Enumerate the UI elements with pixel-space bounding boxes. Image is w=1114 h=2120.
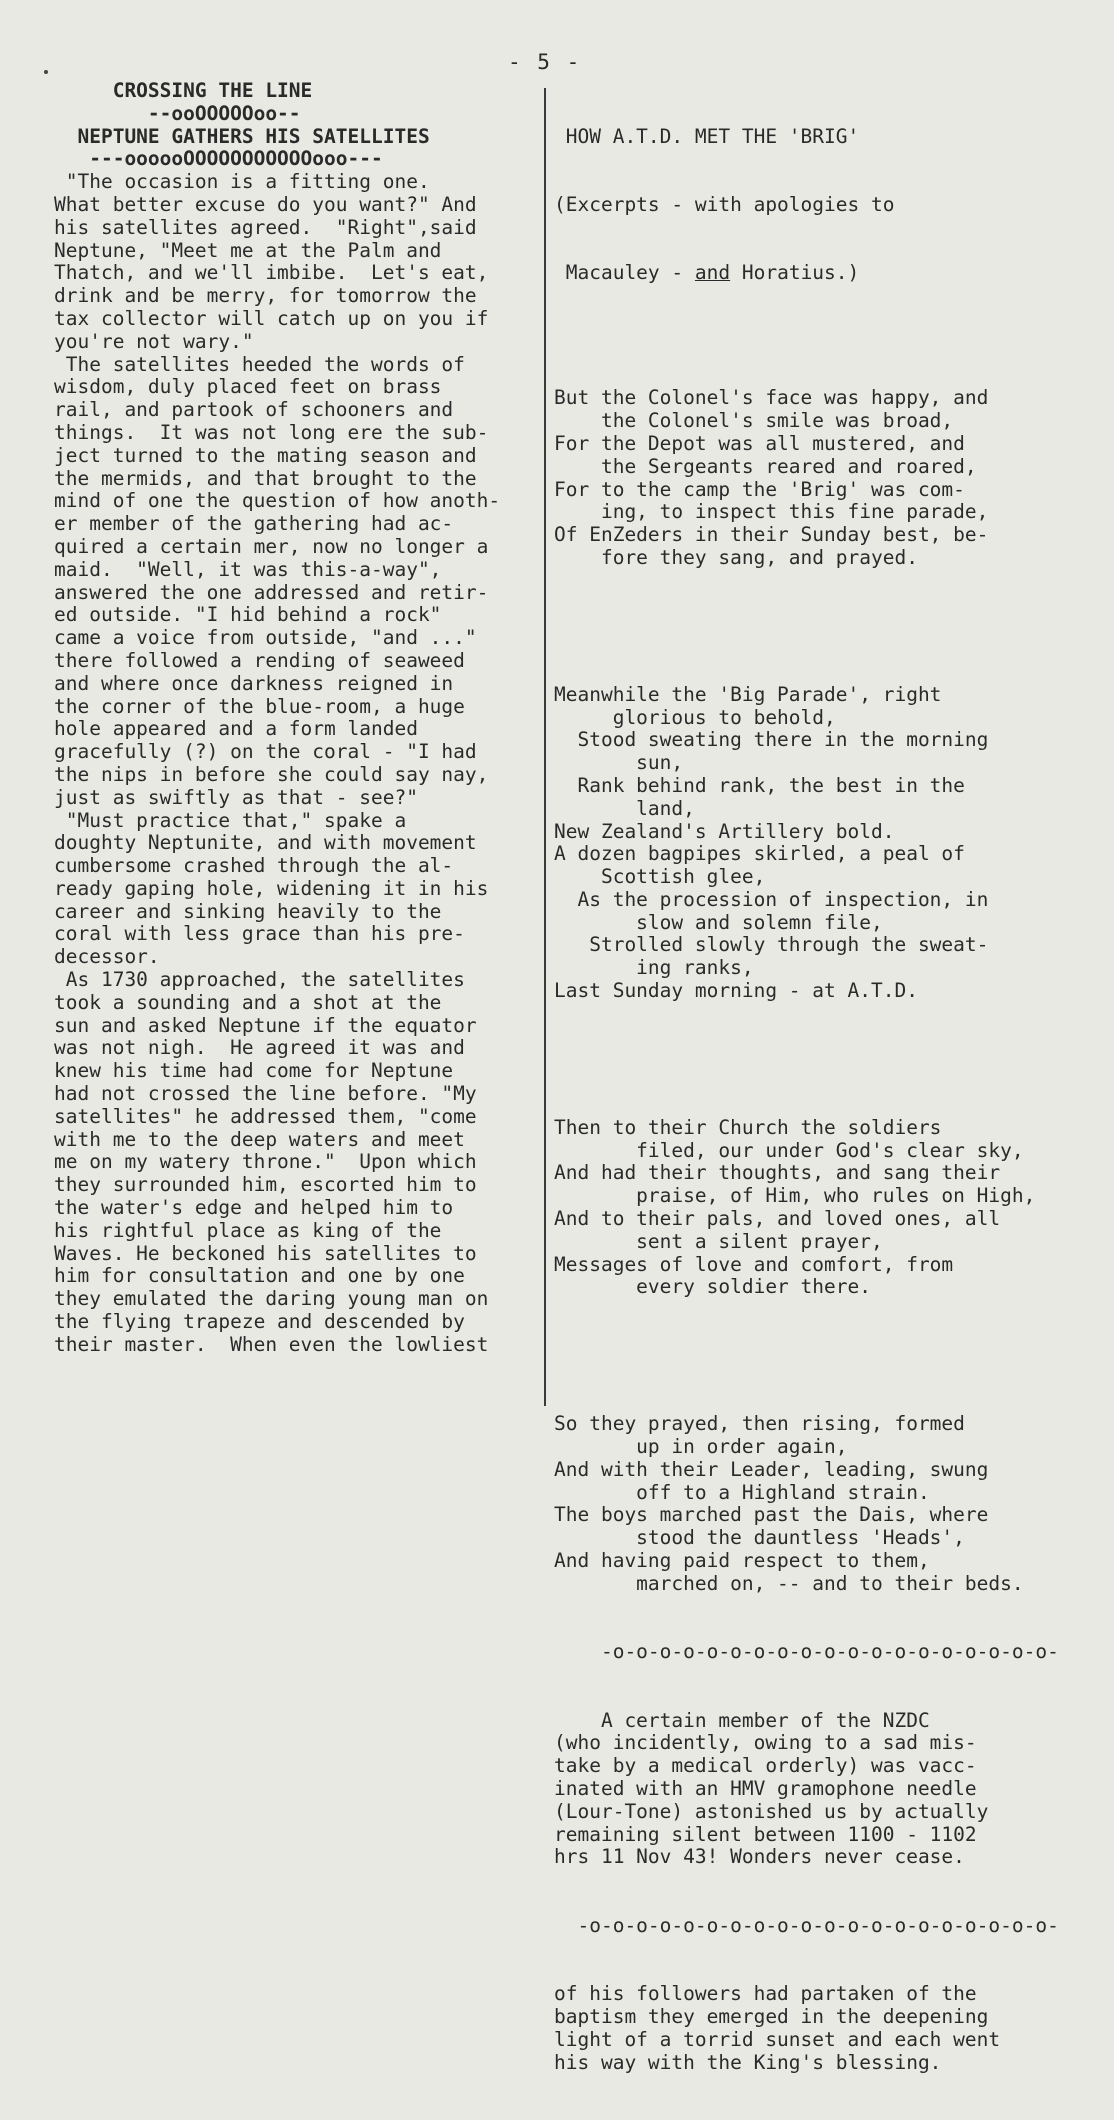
article-line: mind of one the question of how anoth- [54, 489, 501, 513]
article-line: rail, and partook of schooners and [54, 398, 454, 422]
article-line: NEPTUNE GATHERS HIS SATELLITES [54, 124, 430, 148]
article-line: "The occasion is a fitting one. [54, 170, 430, 194]
article-line: career and sinking heavily to the [54, 899, 442, 923]
poem-title-underlined: and [694, 261, 731, 285]
continuation-line: of his followers had partaken of the [554, 1982, 977, 2006]
stanza-1 [554, 387, 1094, 569]
stanza-3-line: And to their pals, and loved ones, all [554, 1207, 1001, 1231]
poem-title-text: Macauley - [554, 261, 695, 285]
stanza-3-line: filed, our under God's clear sky, [554, 1138, 1024, 1162]
article-line: and where once darkness reigned in [54, 671, 454, 695]
stanza-2-line: Last Sunday morning - at A.T.D. [554, 979, 918, 1003]
article-line: Thatch, and we'll imbibe. Let's eat, [54, 261, 489, 285]
left-column [54, 80, 542, 1357]
article-line: took a sounding and a shot at the [54, 990, 442, 1014]
story-continuation [554, 1983, 1094, 2074]
article-line: cumbersome crashed through the al- [54, 854, 454, 878]
article-line: his satellites agreed. "Right",said [54, 215, 477, 239]
article-line: ready gaping hole, widening it in his [54, 876, 489, 900]
stanza-2-line: Rank behind rank, the best in the [554, 773, 965, 797]
article-line: me on my watery throne." Upon which [54, 1150, 477, 1174]
stanza-3-line: Messages of love and comfort, from [554, 1252, 954, 1276]
stanza-4-line: off to a Highland strain. [554, 1480, 930, 1504]
article-line: Waves. He beckoned his satellites to [54, 1241, 477, 1265]
note-line: take by a medical orderly) was vacc- [554, 1754, 977, 1778]
article-line: the water's edge and helped him to [54, 1196, 454, 1220]
stanza-4-line: And with their Leader, leading, swung [554, 1457, 989, 1481]
article-line: coral with less grace than his pre- [54, 922, 465, 946]
stanza-3-line: sent a silent prayer, [554, 1229, 883, 1253]
stanza-2-line: sun, [554, 751, 684, 775]
article-line: ject turned to the mating season and [54, 443, 477, 467]
article-line: just as swiftly as that - see?" [54, 785, 418, 809]
article-line: answered the one addressed and retir- [54, 580, 489, 604]
article-line: with me to the deep waters and meet [54, 1127, 465, 1151]
stanza-2-line: A dozen bagpipes skirled, a peal of [554, 842, 965, 866]
stanza-2-line: Stood sweating there in the morning [554, 728, 989, 752]
note-line: (who incidently, owing to a sad mis- [554, 1731, 977, 1755]
stanza-1-line: But the Colonel's face was happy, and [554, 386, 989, 410]
article-line: drink and be merry, for tomorrow the [54, 284, 477, 308]
note-line: inated with an HMV gramophone needle [554, 1776, 977, 1800]
article-line: "Must practice that," spake a [54, 808, 407, 832]
continuation-line: baptism they emerged in the deepening [554, 2004, 989, 2028]
article-line: the mermids, and that brought to the [54, 466, 477, 490]
stanza-4-line: up in order again, [554, 1435, 848, 1459]
article-line: quired a certain mer, now no longer a [54, 534, 489, 558]
stanza-4-line: So they prayed, then rising, formed [554, 1412, 965, 1436]
continuation-line: light of a torrid sunset and each went [554, 2027, 1001, 2051]
column-divider [544, 88, 546, 1406]
article-line: sun and asked Neptune if the equator [54, 1013, 477, 1037]
stanza-1-line: fore they sang, and prayed. [554, 545, 918, 569]
stanza-3-line: every soldier there. [554, 1275, 871, 1299]
article-line: As 1730 approached, the satellites [54, 968, 465, 992]
article-line: his rightful place as king of the [54, 1218, 442, 1242]
margin-mark [44, 70, 48, 74]
article-line: they emulated the daring young man on [54, 1287, 489, 1311]
article-line: knew his time had come for Neptune [54, 1059, 454, 1083]
article-line: ed outside. "I hid behind a rock" [54, 603, 442, 627]
stanza-2-line: slow and solemn file, [554, 910, 883, 934]
article-line: there followed a rending of seaweed [54, 648, 465, 672]
article-line: er member of the gathering had ac- [54, 512, 454, 536]
nzdc-note [554, 1710, 1094, 1870]
poem-title-line-3 [554, 262, 1094, 285]
stanza-4-line: The boys marched past the Dais, where [554, 1503, 989, 1527]
stanza-2-line: New Zealand's Artillery bold. [554, 819, 895, 843]
poem-title-line-2: (Excerpts - with apologies to [554, 192, 895, 216]
article-line: things. It was not long ere the sub- [54, 420, 489, 444]
separator-2: -o-o-o-o-o-o-o-o-o-o-o-o-o-o-o-o-o-o-o-o- [554, 1913, 1059, 1937]
stanza-2-line: Meanwhile the 'Big Parade', right [554, 682, 942, 706]
stanza-3-line: Then to their Church the soldiers [554, 1115, 942, 1139]
stanza-1-line: Of EnZeders in their Sunday best, be- [554, 523, 989, 547]
note-line: A certain member of the NZDC [554, 1708, 930, 1732]
article-line: Neptune, "Meet me at the Palm and [54, 238, 442, 262]
article-line: their master. When even the lowliest [54, 1332, 489, 1356]
article-line: CROSSING THE LINE [54, 79, 313, 102]
article-line: the nips in before she could say nay, [54, 762, 489, 786]
article-line: wisdom, duly placed feet on brass [54, 375, 442, 399]
continuation-line: his way with the King's blessing. [554, 2050, 942, 2074]
separator-1: -o-o-o-o-o-o-o-o-o-o-o-o-o-o-o-o-o-o-o- [554, 1640, 1059, 1664]
stanza-2-line: land, [554, 796, 695, 820]
right-column [554, 80, 1094, 2120]
article-line: The satellites heeded the words of [54, 352, 465, 376]
article-line: satellites" he addressed them, "come [54, 1104, 477, 1128]
stanza-1-line: the Sergeants reared and roared, [554, 454, 977, 478]
article-line: hole appeared and a form landed [54, 717, 418, 741]
stanza-2-line: As the procession of inspection, in [554, 887, 989, 911]
stanza-1-line: For to the camp the 'Brig' was com- [554, 477, 965, 501]
poem-title-end: Horatius.) [730, 261, 860, 285]
article-line: was not nigh. He agreed it was and [54, 1036, 465, 1060]
stanza-4-line: marched on, -- and to their beds. [554, 1571, 1024, 1595]
stanza-4 [554, 1413, 1094, 1595]
article-line: had not crossed the line before. "My [54, 1082, 477, 1106]
stanza-2-line: ing ranks, [554, 956, 754, 980]
article-line: him for consultation and one by one [54, 1264, 465, 1288]
article-line: they surrounded him, escorted him to [54, 1173, 477, 1197]
article-line: you're not wary." [54, 329, 254, 353]
article-line: doughty Neptunite, and with movement [54, 831, 477, 855]
article-line: the flying trapeze and descended by [54, 1310, 465, 1334]
stanza-2-line: Scottish glee, [554, 865, 766, 889]
poem-title-line-1: HOW A.T.D. MET THE 'BRIG' [554, 124, 860, 148]
article-line: maid. "Well, it was this-a-way", [54, 557, 442, 581]
article-line: ---oooooOOOOOOOOOOOooo--- [54, 147, 383, 171]
stanza-3-line: And had their thoughts, and sang their [554, 1161, 1001, 1185]
stanza-2-line: glorious to behold, [554, 705, 836, 729]
article-line: tax collector will catch up on you if [54, 306, 489, 330]
stanza-4-line: stood the dauntless 'Heads', [554, 1526, 965, 1550]
article-line: gracefully (?) on the coral - "I had [54, 740, 477, 764]
note-line: hrs 11 Nov 43! Wonders never cease. [554, 1845, 965, 1869]
stanza-2 [554, 684, 1094, 1003]
stanza-1-line: the Colonel's smile was broad, [554, 409, 954, 433]
stanza-2-line: Strolled slowly through the sweat- [554, 933, 989, 957]
stanza-3 [554, 1117, 1094, 1299]
stanza-1-line: For the Depot was all mustered, and [554, 431, 965, 455]
note-line: remaining silent between 1100 - 1102 [554, 1822, 977, 1846]
article-line: decessor. [54, 945, 160, 969]
page-number: - 5 - [508, 50, 582, 74]
article-line: --ooOOOOOoo-- [54, 101, 301, 125]
article-line: What better excuse do you want?" And [54, 192, 477, 216]
article-line: the corner of the blue-room, a huge [54, 694, 465, 718]
stanza-3-line: praise, of Him, who rules on High, [554, 1184, 1036, 1208]
stanza-1-line: ing, to inspect this fine parade, [554, 500, 989, 524]
article-line: came a voice from outside, "and ..." [54, 626, 477, 650]
stanza-4-line: And having paid respect to them, [554, 1549, 930, 1572]
note-line: (Lour-Tone) astonished us by actually [554, 1799, 989, 1823]
